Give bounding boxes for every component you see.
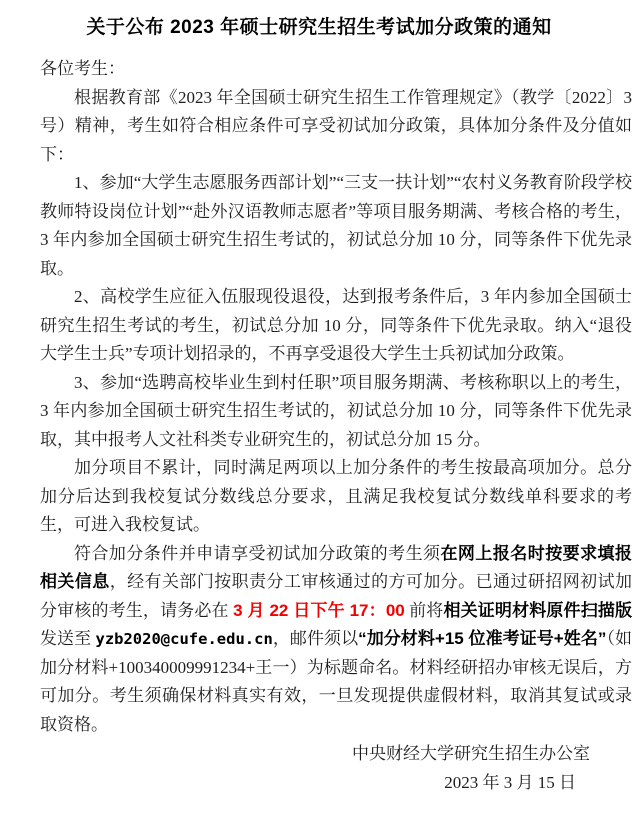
document-title: 关于公布 2023 年硕士研究生招生考试加分政策的通知 bbox=[86, 17, 552, 38]
paragraph bbox=[40, 369, 632, 455]
text-run: 相关证明材料原件扫描版 bbox=[443, 600, 633, 620]
text-run: 各位考生： bbox=[40, 59, 125, 78]
text-run: 前将 bbox=[404, 600, 444, 620]
signature-date: 2023 年 3 月 15 日 bbox=[444, 772, 576, 792]
text-run: 2、高校学生应征入伍服现役退役，达到报考条件后，3 年内参加全国硕士研究生招生考试的考生，初试总分加 10 分，同等条件下优先录取。纳入“退役大学生士兵”专项计划招录的，不再享受退役大学生士兵初试加分政策。 bbox=[40, 287, 632, 363]
text-run: 在网上报名时按要求填报相关信息 bbox=[40, 543, 633, 591]
text-run: 3、参加“选聘高校毕业生到村任职”项目服务期满、考核称职以上的考生，3 年内参加全国硕士研究生招生考试的，初试总分加 10 分，同等条件下优先录取，其中报考人文社科类专业研究生的，初试总分加 15 分。 bbox=[40, 372, 632, 449]
paragraph bbox=[40, 454, 632, 540]
paragraph bbox=[40, 540, 632, 740]
text-run: 加分项目不累计，同时满足两项以上加分条件的考生按最高项加分。总分加分后达到我校复试分数线总分要求，且满足我校复试分数线单科要求的考生，可进入我校复试。 bbox=[40, 458, 632, 534]
document-body bbox=[40, 55, 632, 739]
text-run: 根据教育部《2023 年全国硕士研究生招生工作管理规定》（教学〔2022〕3 号）精神，考生如符合相应条件可享受初试加分政策，具体加分条件及分值如下： bbox=[40, 87, 632, 164]
text-run: 符合加分条件并申请享受初试加分政策的考生须 bbox=[74, 543, 441, 563]
paragraph bbox=[40, 283, 632, 369]
text-run: “加分材料+15 位准考证号+姓名” bbox=[358, 629, 607, 648]
text-run: ，经有关部门按职责分工审核通过的方可加分。已通过研招网初试加分审核的考生，请务必在 bbox=[40, 572, 633, 620]
text-run: 1、参加“大学生志愿服务西部计划”“三支一扶计划”“农村义务教育阶段学校教师特设岗位计划”“赴外汉语教师志愿者”等项目服务期满、考核合格的考生，3 年内参加全国硕士研究生招生考试的，初试总分加 10 分，同等条件下优先录取。 bbox=[40, 173, 632, 278]
text-run: 3 月 22 日下午 17：00 bbox=[233, 600, 405, 620]
paragraph bbox=[40, 55, 632, 84]
text-run: （如加分材料+100340009991234+王一）为标题命名。材料经研招办审核无误后，方可加分。考生须确保材料真实有效，一旦发现提供虚假材料，取消其复试或录取资格。 bbox=[40, 629, 633, 734]
text-run: ，邮件须以 bbox=[272, 629, 359, 648]
signature-block bbox=[40, 740, 632, 797]
email-text: yzb2020@cufe.edu.cn bbox=[95, 630, 273, 648]
text-run: 发送至 bbox=[40, 629, 96, 648]
paragraph bbox=[40, 84, 632, 170]
paragraph bbox=[40, 169, 632, 283]
signature-org: 中央财经大学研究生招生办公室 bbox=[352, 744, 590, 763]
